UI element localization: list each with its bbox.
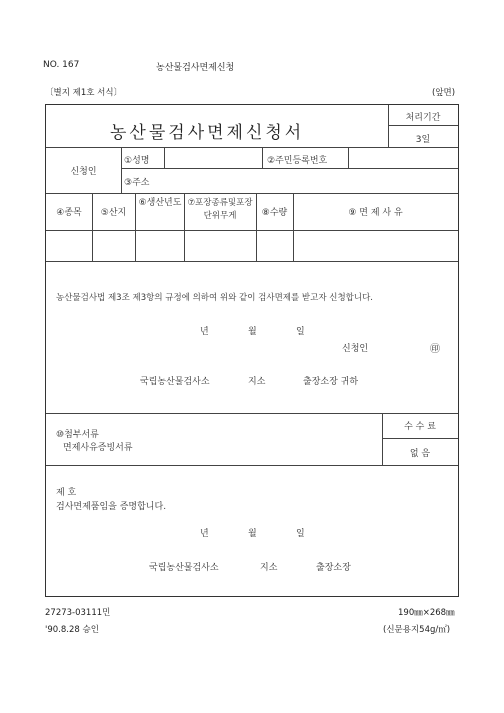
application-form	[45, 104, 459, 597]
cert-station: 출장소장	[316, 563, 351, 573]
page-side-label: (앞면)	[432, 88, 456, 98]
cert-date-year-label: 년	[200, 529, 209, 539]
name-field[interactable]	[165, 148, 261, 167]
form-short-name: 농산물검사면제신청	[156, 63, 235, 73]
addressee-office: 국립농산물검사소	[140, 377, 210, 387]
attachment-item: 면제사유증빙서류	[63, 443, 133, 453]
quantity-column-header: ⑧수량	[261, 208, 288, 218]
origin-cell[interactable]	[93, 231, 135, 260]
seal-mark: ㊞	[430, 344, 440, 355]
exemption-reason-cell[interactable]	[294, 231, 457, 260]
processing-period-value: 3일	[415, 135, 431, 145]
cert-date-day-label: 일	[296, 529, 305, 539]
applicant-label: 신청인	[70, 167, 97, 177]
certificate-statement: 검사면제품임을 증명합니다.	[56, 502, 167, 512]
fee-label: 수 수 료	[404, 422, 436, 432]
form-code: 27273-03111민	[45, 608, 111, 618]
address-field[interactable]	[165, 169, 457, 192]
address-label: ③주소	[124, 178, 150, 188]
date-day-label: 일	[296, 327, 305, 337]
cert-office: 국립농산물검사소	[149, 563, 219, 573]
name-label: ①성명	[124, 156, 150, 166]
packaging-column-header: ⑦포장종류및포장단위무게	[187, 198, 253, 221]
certificate-number-label: 제 호	[56, 488, 77, 498]
fee-value: 없 음	[409, 449, 431, 459]
cert-date-month-label: 월	[248, 529, 257, 539]
production-year-column-header: ⑥생산년도	[138, 198, 182, 208]
production-year-cell[interactable]	[136, 231, 184, 260]
packaging-cell[interactable]	[185, 231, 256, 260]
exemption-reason-column-header: ⑨ 면 제 사 유	[348, 208, 403, 218]
form-title: 농산물검사면제신청서	[110, 123, 305, 143]
cert-branch: 지소	[260, 563, 278, 573]
paper-size: 190㎜×268㎜	[398, 608, 455, 618]
resident-number-label: ②주민등록번호	[267, 156, 328, 166]
approval-date: '90.8.28 승인	[45, 625, 99, 635]
date-month-label: 월	[248, 327, 257, 337]
quantity-cell[interactable]	[257, 231, 293, 260]
processing-period-label: 처리기간	[405, 113, 441, 123]
kind-cell[interactable]	[46, 231, 92, 260]
resident-number-field[interactable]	[349, 148, 457, 167]
kind-column-header: ④종목	[56, 208, 82, 218]
attachment-label: ⑩첨부서류	[56, 430, 99, 440]
annex-label: 〔별지 제1호 서식〕	[45, 88, 123, 98]
addressee-branch: 지소	[248, 377, 266, 387]
form-number: NO. 167	[43, 60, 80, 70]
date-year-label: 년	[200, 327, 209, 337]
applicant-signature-label: 신청인	[342, 344, 369, 354]
addressee-station: 출장소장 귀하	[303, 377, 359, 387]
paper-type: (신문용지54g/㎡)	[383, 625, 451, 635]
origin-column-header: ⑤산지	[100, 208, 127, 218]
application-statement: 농산물검사법 제3조 제3항의 규정에 의하여 위와 같이 검사면제를 받고자 신청합니다.	[56, 293, 374, 303]
